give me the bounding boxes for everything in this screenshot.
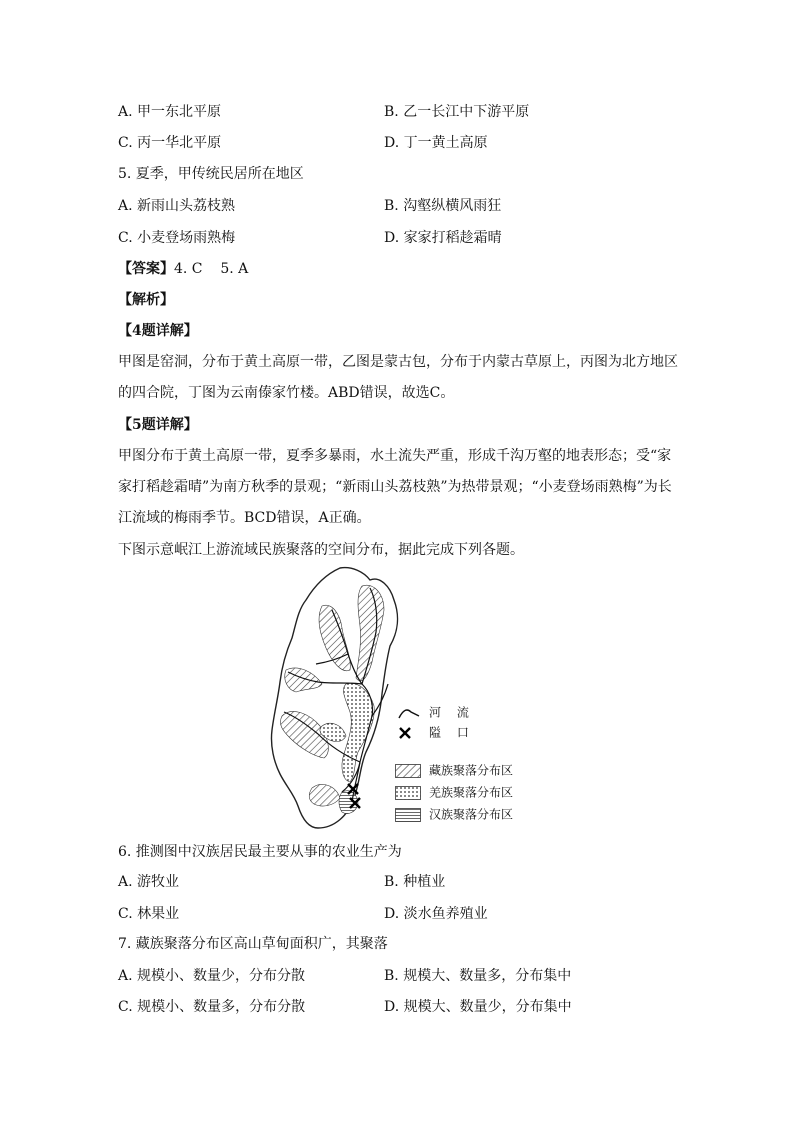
q5-option-a: A. 新雨山头荔枝熟 xyxy=(118,198,236,214)
q6-option-c: C. 林果业 xyxy=(118,906,180,922)
q5-detail-text: 甲图分布于黄土高原一带，夏季多暴雨，水土流失严重，形成千沟万壑的地表形态；受“家家打稻趁霜晴”为南方秋季的景观；“新雨山头荔枝熟”为热带景观；“小麦登场雨熟梅”为长江流域的梅雨季节。BCD错误，A正确。 xyxy=(118,448,672,526)
river-icon xyxy=(395,706,421,720)
map-intro: 下图示意岷江上游流域民族聚落的空间分布，据此完成下列各题。 xyxy=(118,542,524,558)
q6-stem: 6. 推测图中汉族居民最主要从事的农业生产为 xyxy=(118,844,402,860)
answer-label: 【答案】 xyxy=(118,261,174,277)
legend-qiang: 羌族聚落分布区 xyxy=(395,782,513,802)
map-legend xyxy=(395,700,545,830)
q5-option-b: B. 沟壑纵横风雨狂 xyxy=(384,198,502,214)
q5-detail-label: 【5题详解】 xyxy=(118,417,198,433)
legend-river: 河 流 xyxy=(395,702,475,722)
q5-option-c: C. 小麦登场雨熟梅 xyxy=(118,230,236,246)
lines-swatch-icon xyxy=(395,808,421,822)
legend-tibetan: 藏族聚落分布区 xyxy=(395,760,513,780)
q7-option-c: C. 规模小、数量多，分布分散 xyxy=(118,999,306,1015)
q5-stem: 5. 夏季，甲传统民居所在地区 xyxy=(118,166,304,182)
pass-icon xyxy=(395,726,421,740)
q4-detail-text: 甲图是窑洞，分布于黄土高原一带，乙图是蒙古包，分布于内蒙古草原上，丙图为北方地区的四合院，丁图为云南傣家竹楼。ABD错误，故选C。 xyxy=(118,354,678,401)
q4-option-c: C. 丙一华北平原 xyxy=(118,135,222,151)
q7-option-b: B. 规模大、数量多，分布集中 xyxy=(384,968,572,984)
analysis-label: 【解析】 xyxy=(118,292,174,308)
q6-option-a: A. 游牧业 xyxy=(118,874,180,890)
q7-option-d: D. 规模大、数量少，分布集中 xyxy=(384,999,572,1015)
q6-option-b: B. 种植业 xyxy=(384,874,446,890)
legend-han: 汉族聚落分布区 xyxy=(395,804,513,824)
answer-text: 4. C 5. A xyxy=(174,261,249,277)
q5-option-d: D. 家家打稻趁霜晴 xyxy=(384,230,502,246)
q4-option-b: B. 乙一长江中下游平原 xyxy=(384,104,530,120)
answer-line xyxy=(118,259,248,279)
hatch-swatch-icon xyxy=(395,764,421,778)
q6-option-d: D. 淡水鱼养殖业 xyxy=(384,906,488,922)
q4-detail-label: 【4题详解】 xyxy=(118,323,198,339)
q4-option-d: D. 丁一黄土高原 xyxy=(384,135,488,151)
q4-option-a: A. 甲一东北平原 xyxy=(118,104,222,120)
q7-stem: 7. 藏族聚落分布区高山草甸面积广，其聚落 xyxy=(118,936,388,952)
dots-swatch-icon xyxy=(395,786,421,800)
legend-pass: 隘 口 xyxy=(395,722,475,742)
q7-option-a: A. 规模小、数量少，分布分散 xyxy=(118,968,306,984)
